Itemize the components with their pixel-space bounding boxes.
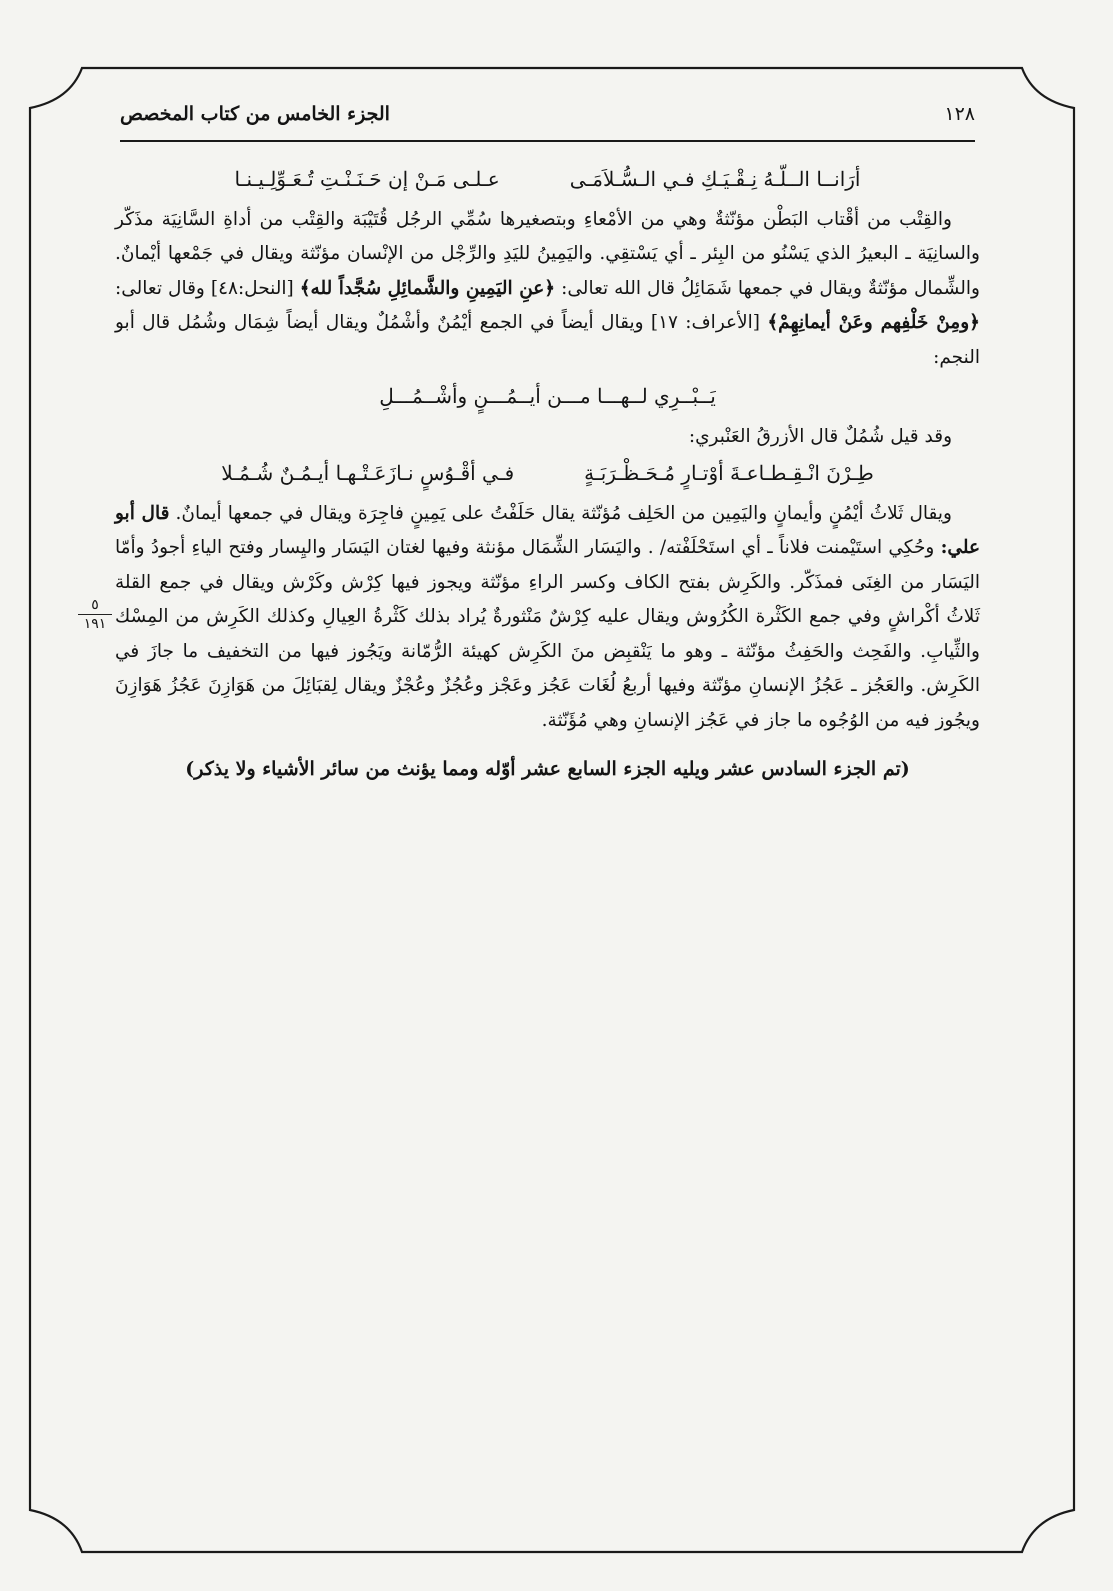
- paragraph-1: [115, 203, 980, 376]
- page-number: ١٢٨: [944, 103, 975, 125]
- verse3-right-hemistich: طِـرْنَ انْـقِـطـاعـةَ أوْتـارٍ مُـحَـظْـرَبَـةٍ: [584, 461, 874, 485]
- verse1-left-hemistich: عـلـى مَـنْ إن حَـنَـنْـتِ تُـعَـوِّلِـيـنـا: [234, 167, 500, 191]
- quran-ref-1: [النحل:٤٨] وقال تعالى:: [115, 277, 294, 299]
- book-title: الجزء الخامس من كتاب المخصص: [120, 103, 390, 125]
- verse-2: يَــبْــرِي لــهـــا مـــن أيــمُـــنٍ وأشْــمُـــلِ: [379, 384, 716, 408]
- page-content: [115, 160, 980, 787]
- verse1-right-hemistich: أرَانــا الــلّـهُ نِـقْـيَـكِ فـي الـسُّـلاَمَـى: [569, 167, 861, 191]
- paragraph-2-attribution: قال أبو علي:: [115, 502, 980, 558]
- paragraph-2: [115, 497, 980, 739]
- margin-ref-bottom: ١٩١: [83, 616, 107, 632]
- page-header: [120, 98, 975, 142]
- paragraph-1-text: والقِتْب من أقْتاب البَطْن مؤنّثةٌ وهي من الأمْعاءِ وبتصغيرها سُمِّي الرجُل قُتَيْبَة والقِتْب من أداةِ السَّانِيَة مذَكّر والسانِيَة ـ البعيرُ الذي يَسْنُو من البِئر ـ أي يَسْتقِي. واليَمِينُ لليَدِ والرِّجْل من الإنْسان مؤنّثة ويقال في جَمْعها أيْمانٌ. والشِّمال مؤنّثةٌ ويقال في جمعها شَمَائِلُ قال الله تعالى:: [115, 208, 980, 299]
- paragraph-2-text-b: وحُكِي استَيْمنت فلاناً ـ أي استَحْلَفْته/ . واليَسَار الشِّمَال مؤنثة وفيها لغتان اليَسَار واليِسار وفتح الياءِ أجودُ وأمّا اليَسَار من الغِنَى فمذَكّر. والكَرِش بفتح الكاف وكسر الراءِ مؤنّثة ويجوز فيها كِرْش وكَرْش ويقال في جمع القلة ثَلاثُ أكْراشٍ وفي جمع الكَثْرة الكُرُوش ويقال عليه كِرْشٌ مَنْثورةٌ يُراد بذلك كَثْرةُ العِيالِ وكذلك الكَرِش من المِسْك والثِّيابِ. والفَحِث والحَفِثُ مؤنّثة ـ وهو ما يَنْقبِض منَ الكَرِش كهيئة الرُّمّانة ويَجُوز فيها من التخفيف ما جازَ في الكَرِش. والعَجُز ـ عَجُزُ الإنسانِ مؤنّثة وفيها أربعُ لُغَات عَجُز وعَجْز وعُجُزٌ وعُجْزٌ ويقال لِقبَائِلَ من هَوَازِنَ عَجُزُ هَوَازِنَ ويجُوز فيه من الوُجُوه ما جاز في عَجُز الإنسانِ وهي مُؤَنّثة.: [115, 537, 980, 731]
- verse-couplet-1: [115, 162, 980, 197]
- verse-couplet-3: [115, 456, 980, 491]
- margin-reference: [78, 598, 112, 631]
- paragraph-2-text-a: ويقال ثَلاثُ أيْمُنٍ وأيمانٍ واليَمِين من الحَلِف مُؤنّثة يقال حَلَفْتُ على يَمِينٍ فاجِرَة ويقال في جمعها أيمانٌ.: [175, 502, 952, 524]
- closing-note: (تم الجزء السادس عشر ويليه الجزء السابع عشر أوّله ومما يؤنث من سائر الأشياء ولا يذكر): [185, 758, 910, 780]
- quran-quote-1: ﴿عنِ اليَمِينِ والشَّمائِلِ سُجَّداً لله﴾: [299, 277, 556, 299]
- quran-ref-2: [الأعراف: ١٧] ويقال أيضاً في الجمع أيْمُنٌ وأشْمُلٌ ويقال أيضاً شِمَال وشُمُل قال أبو النجم:: [115, 312, 980, 368]
- line-before-verse-3: وقد قيل شُمُلٌ قال الأزرقُ العَنْبري:: [688, 425, 952, 447]
- verse3-left-hemistich: فـي أقْـوُسٍ نـازَعَـتْـهـا أيـمُـنٌ شُـمُـلا: [221, 461, 515, 485]
- margin-ref-divider: [78, 614, 112, 615]
- quran-quote-2: ﴿ومِنْ خَلْفِهم وعَنْ أيمانِهِمْ﴾: [767, 312, 980, 333]
- margin-ref-top: ٥: [91, 597, 99, 613]
